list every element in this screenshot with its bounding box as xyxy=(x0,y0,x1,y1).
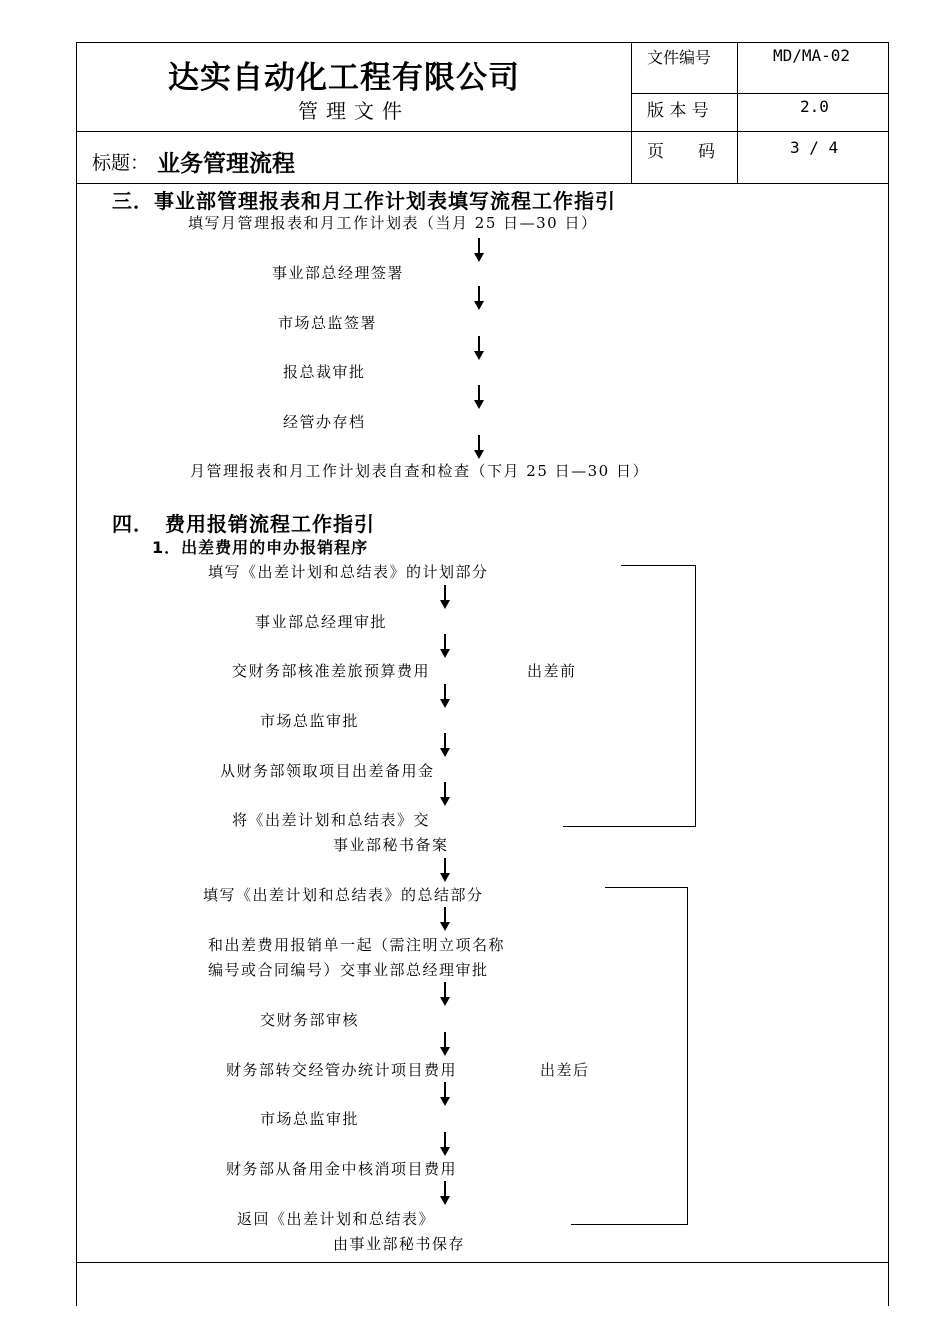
section4-step: 交财务部审核 xyxy=(260,1011,360,1029)
down-arrow-icon xyxy=(440,982,450,1006)
section4-step: 将《出差计划和总结表》交 xyxy=(232,811,431,829)
header-left-border xyxy=(76,42,77,1306)
before-bracket-side xyxy=(695,565,696,827)
down-arrow-icon xyxy=(474,435,484,459)
before-bracket-bottom xyxy=(563,826,696,827)
section4-step: 从财务部领取项目出差备用金 xyxy=(220,762,435,780)
file-no-label: 文件编号 xyxy=(647,48,712,67)
header-top-border xyxy=(76,42,889,43)
down-arrow-icon xyxy=(440,684,450,708)
after-bracket-top xyxy=(605,887,688,888)
section3-step: 事业部总经理签署 xyxy=(272,264,405,282)
down-arrow-icon xyxy=(474,336,484,360)
section4-step: 财务部转交经管办统计项目费用 xyxy=(226,1061,458,1079)
section3-heading: 三．事业部管理报表和月工作计划表填写流程工作指引 xyxy=(112,189,616,213)
section4-heading: 四． 费用报销流程工作指引 xyxy=(112,512,375,536)
page-label: 页 码 xyxy=(647,142,715,162)
down-arrow-icon xyxy=(440,858,450,882)
down-arrow-icon xyxy=(440,1032,450,1056)
down-arrow-icon xyxy=(440,907,450,931)
down-arrow-icon xyxy=(440,733,450,757)
down-arrow-icon xyxy=(440,1181,450,1205)
section3-step: 报总裁审批 xyxy=(283,363,366,381)
doc-type: 管理文件 xyxy=(298,99,410,123)
section3-step: 市场总监签署 xyxy=(278,314,378,332)
file-no-value: MD/MA-02 xyxy=(773,46,851,65)
section4-step: 事业部总经理审批 xyxy=(255,613,388,631)
section4-step: 市场总监审批 xyxy=(260,712,360,730)
version-value: 2.0 xyxy=(800,97,829,116)
before-bracket-top xyxy=(621,565,696,566)
section3-step: 经管办存档 xyxy=(283,413,366,431)
footer-border xyxy=(76,1262,889,1263)
title-label: 标题： xyxy=(92,152,150,174)
down-arrow-icon xyxy=(474,238,484,262)
section4-step: 填写《出差计划和总结表》的总结部分 xyxy=(203,886,484,904)
down-arrow-icon xyxy=(440,1132,450,1156)
section4-step: 编号或合同编号）交事业部总经理审批 xyxy=(208,961,489,979)
down-arrow-icon xyxy=(440,1082,450,1106)
company-name: 达实自动化工程有限公司 xyxy=(168,60,520,96)
section4-step: 事业部秘书备案 xyxy=(333,836,449,854)
after-bracket-bottom xyxy=(571,1224,688,1225)
section4-step: 市场总监审批 xyxy=(260,1110,360,1128)
down-arrow-icon xyxy=(440,634,450,658)
section3-step: 填写月管理报表和月工作计划表（当月 25 日—30 日） xyxy=(188,214,598,232)
down-arrow-icon xyxy=(440,782,450,806)
section4-step: 财务部从备用金中核消项目费用 xyxy=(226,1160,458,1178)
section4-step: 填写《出差计划和总结表》的计划部分 xyxy=(208,563,489,581)
section4-step: 返回《出差计划和总结表》 xyxy=(237,1210,436,1228)
section4-step: 和出差费用报销单一起（需注明立项名称 xyxy=(208,936,506,954)
down-arrow-icon xyxy=(474,286,484,310)
header-col-divider-1 xyxy=(631,42,632,184)
header-row-divider-2 xyxy=(76,131,889,132)
header-right-border xyxy=(888,42,889,1306)
down-arrow-icon xyxy=(440,585,450,609)
section4-step: 交财务部核准差旅预算费用 xyxy=(232,662,431,680)
after-bracket-side xyxy=(687,887,688,1225)
section4-step: 由事业部秘书保存 xyxy=(333,1235,466,1253)
page-title: 业务管理流程 xyxy=(157,151,295,177)
header-col-divider-2 xyxy=(737,42,738,184)
header-row-divider-1 xyxy=(631,93,889,94)
section4-subheading: 1．出差费用的申办报销程序 xyxy=(152,538,369,557)
down-arrow-icon xyxy=(474,385,484,409)
section3-step: 月管理报表和月工作计划表自查和检查（下月 25 日—30 日） xyxy=(190,462,649,480)
version-label: 版 本 号 xyxy=(647,101,709,121)
before-trip-label: 出差前 xyxy=(527,662,577,680)
header-bottom-border xyxy=(76,183,889,184)
page-value: 3 / 4 xyxy=(790,138,839,157)
after-trip-label: 出差后 xyxy=(540,1061,590,1079)
